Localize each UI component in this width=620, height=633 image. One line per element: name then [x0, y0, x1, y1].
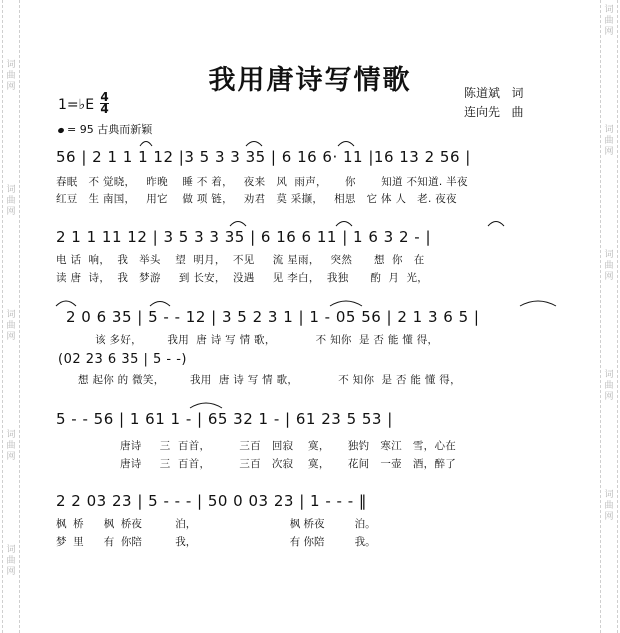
- watermark-text: 词 曲 网: [6, 545, 16, 577]
- tie-arc: [336, 222, 352, 227]
- watermark-text: 词 曲 网: [6, 310, 16, 342]
- lyricist-credit: 陈道斌 词: [464, 86, 524, 100]
- key-signature: 1=♭E: [58, 97, 95, 113]
- lyric-verse-1: 唐诗 三 百首， 三百 回寂 寞， 独钓 寒江 雪，心在: [120, 440, 457, 452]
- tie-arc: [246, 142, 262, 147]
- notation-line: 5 - - 56 | 1 61 1 - | 65 32 1 - | 61 23 5 53 |: [56, 410, 393, 428]
- notation-line: 2 0 6 35 | 5 - - 12 | 3 5 2 3 1 | 1 - 05 56 | 2 1 3 6 5 |: [66, 308, 480, 326]
- watermark-text: 词 曲 网: [604, 125, 614, 157]
- tie-arc: [140, 142, 152, 147]
- notation-line: 2 1 1 11 12 | 3 5 3 3 35 | 6 16 6 11 | 1 6 3 2 - |: [56, 228, 432, 246]
- watermark-text: 词 曲 网: [604, 490, 614, 522]
- tie-arc: [230, 222, 246, 227]
- tempo-marking: = 95 古典而新颖: [58, 121, 152, 137]
- notation-line: 2 2 03 23 | 5 - - - | 50 0 03 23 | 1 - - - ‖: [56, 492, 367, 510]
- tie-arc: [150, 302, 170, 307]
- lyric-verse-1: 枫 桥 枫 桥夜 泊， 枫 桥夜 泊。: [56, 518, 376, 530]
- watermark-text: 词 曲 网: [604, 250, 614, 282]
- tie-arc: [56, 301, 76, 306]
- notation-line: (02 23 6 35 | 5 - -): [58, 352, 187, 367]
- watermark-text: 词 曲 网: [6, 185, 16, 217]
- tie-arc: [520, 301, 556, 306]
- lyric-verse-1: 电 话 响， 我 举头 望 明月， 不见 流 星雨， 突然 想 你 在: [56, 254, 425, 266]
- watermark-text: 词 曲 网: [604, 370, 614, 402]
- watermark-text: 词 曲 网: [6, 60, 16, 92]
- tie-arc: [488, 222, 504, 227]
- tie-arc: [190, 403, 222, 408]
- lyric-verse-1: 想 起你 的 微笑， 我用 唐 诗 写 情 歌， 不 知你 是 否 能 懂 得，: [78, 374, 461, 386]
- notation-line: 56 | 2 1 1 1 12 |3 5 3 3 35 | 6 16 6· 11 |16 13 2 56 |: [56, 148, 471, 166]
- watermark-text: 词 曲 网: [604, 5, 614, 37]
- tie-arc: [330, 301, 362, 306]
- tie-arc: [338, 142, 354, 147]
- lyric-verse-1: 该 多好， 我用 唐 诗 写 情 歌， 不 知你 是 否 能 懂 得，: [66, 334, 439, 346]
- composer-credit: 连向先 曲: [464, 105, 524, 119]
- lyric-verse-2: 读 唐 诗， 我 梦游 到 长安， 没遇 见 李白， 我独 酌 月 光，: [56, 272, 429, 284]
- quarter-note-icon: [57, 127, 64, 134]
- lyric-verse-2: 梦 里 有 你陪 我， 有 你陪 我。: [56, 536, 376, 548]
- lyric-verse-2: 唐诗 三 百首， 三百 次寂 寞， 花间 一壶 酒，醉了: [120, 458, 457, 470]
- watermark-text: 词 曲 网: [6, 430, 16, 462]
- lyric-verse-1: 春眠 不 觉晓， 昨晚 睡 不 着， 夜来 风 雨声， 你 知道 不知道. 半夜: [56, 176, 468, 188]
- time-signature: 4 4: [100, 90, 109, 116]
- song-title: 我用唐诗写情歌: [208, 65, 412, 96]
- lyric-verse-2: 红豆 生 南国， 用它 做 项 链， 劝君 莫 采撷， 相思 它 体 人 老. 夜夜: [56, 193, 457, 205]
